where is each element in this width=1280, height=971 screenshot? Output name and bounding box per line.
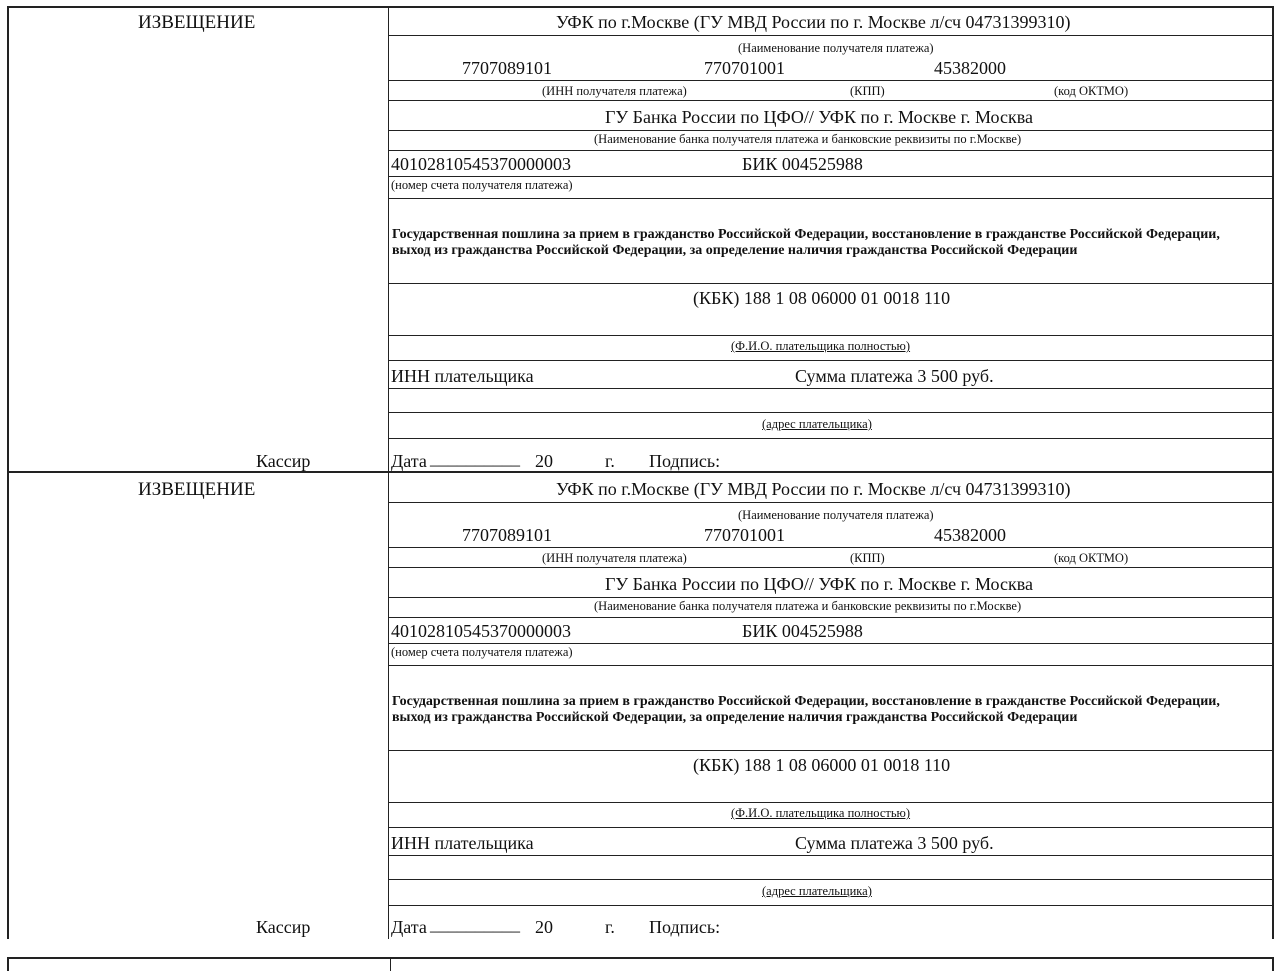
- payment-slip-2: [7, 473, 1274, 939]
- payment-amount: Сумма платежа 3 500 руб.: [795, 833, 994, 853]
- address-caption: (адрес плательщика): [762, 884, 872, 898]
- recipient-name: УФК по г.Москве (ГУ МВД России по г. Москве л/сч 04731399310): [556, 479, 1071, 499]
- cashier-label: Кассир: [256, 451, 311, 471]
- payment-purpose: Государственная пошлина за прием в гражданство Российской Федерации, восстановление в гражданстве Российской Федерации, выход из гражданства Российской Федерации, за определение наличия гражданства Российской Федерации: [392, 694, 1220, 725]
- divider: [389, 35, 1274, 36]
- payment-purpose: Государственная пошлина за прием в гражданство Российской Федерации, восстановление в гражданстве Российской Федерации, выход из гражданства Российской Федерации, за определение наличия гражданства Российской Федерации: [392, 227, 1220, 258]
- address-caption: (адрес плательщика): [762, 417, 872, 431]
- bik: БИК 004525988: [742, 154, 863, 174]
- divider: [389, 750, 1274, 751]
- column-divider: [388, 473, 389, 939]
- divider: [389, 643, 1274, 644]
- divider: [389, 198, 1274, 199]
- oktmo-caption: (код ОКТМО): [1054, 551, 1129, 565]
- bank-name: ГУ Банка России по ЦФО// УФК по г. Москве г. Москва: [605, 574, 1033, 594]
- column-divider: [388, 6, 389, 473]
- divider: [389, 412, 1274, 413]
- bank-caption: (Наименование банка получателя платежа и банковские реквизиты по г.Москве): [594, 599, 1022, 613]
- recipient-kpp: 770701001: [704, 58, 785, 78]
- year-suffix: г.: [605, 451, 615, 471]
- divider: [389, 335, 1274, 336]
- notice-title: ИЗВЕЩЕНИЕ: [138, 479, 256, 500]
- recipient-name-caption: (Наименование получателя платежа): [738, 508, 934, 522]
- signature-label: Подпись:: [649, 917, 721, 937]
- date-label: Дата: [391, 917, 427, 937]
- divider: [389, 100, 1274, 101]
- payer-inn-label: ИНН плательщика: [391, 833, 534, 853]
- date-label: Дата: [391, 451, 427, 471]
- year-label: 20: [535, 917, 553, 937]
- recipient-inn: 7707089101: [462, 525, 552, 545]
- payment-amount: Сумма платежа 3 500 руб.: [795, 366, 994, 386]
- kpp-caption: (КПП): [850, 551, 885, 565]
- divider: [389, 438, 1274, 439]
- divider: [389, 879, 1274, 880]
- divider: [389, 388, 1274, 389]
- account-number: 40102810545370000003: [391, 154, 571, 174]
- divider: [389, 502, 1274, 503]
- notice-title: ИЗВЕЩЕНИЕ: [138, 12, 256, 33]
- signature-label: Подпись:: [649, 451, 721, 471]
- inn-caption: (ИНН получателя платежа): [542, 84, 687, 98]
- account-caption: (номер счета получателя платежа): [391, 178, 573, 192]
- date-blank: __________: [430, 914, 520, 934]
- payment-slip-1: [7, 6, 1274, 473]
- divider: [389, 130, 1274, 131]
- fio-caption: (Ф.И.О. плательщика полностью): [731, 806, 911, 820]
- bank-caption: (Наименование банка получателя платежа и банковские реквизиты по г.Москве): [594, 132, 1022, 146]
- bank-name: ГУ Банка России по ЦФО// УФК по г. Москве г. Москва: [605, 107, 1033, 127]
- recipient-oktmo: 45382000: [934, 58, 1006, 78]
- next-slip-edge: [7, 957, 1274, 971]
- recipient-name: УФК по г.Москве (ГУ МВД России по г. Москве л/сч 04731399310): [556, 12, 1071, 32]
- divider: [389, 855, 1274, 856]
- divider: [389, 360, 1274, 361]
- column-divider: [390, 959, 391, 971]
- kpp-caption: (КПП): [850, 84, 885, 98]
- divider: [389, 665, 1274, 666]
- kbk: (КБК) 188 1 08 06000 01 0018 110: [693, 288, 951, 308]
- bik: БИК 004525988: [742, 621, 863, 641]
- divider: [389, 827, 1274, 828]
- divider: [389, 802, 1274, 803]
- divider: [389, 597, 1274, 598]
- year-label: 20: [535, 451, 553, 471]
- inn-caption: (ИНН получателя платежа): [542, 551, 687, 565]
- divider: [389, 80, 1274, 81]
- divider: [389, 547, 1274, 548]
- fio-caption: (Ф.И.О. плательщика полностью): [731, 339, 911, 353]
- year-suffix: г.: [605, 917, 615, 937]
- divider: [389, 567, 1274, 568]
- account-number: 40102810545370000003: [391, 621, 571, 641]
- divider: [389, 150, 1274, 151]
- date-blank: __________: [430, 448, 520, 468]
- divider: [389, 176, 1274, 177]
- oktmo-caption: (код ОКТМО): [1054, 84, 1129, 98]
- recipient-kpp: 770701001: [704, 525, 785, 545]
- divider: [389, 905, 1274, 906]
- recipient-oktmo: 45382000: [934, 525, 1006, 545]
- account-caption: (номер счета получателя платежа): [391, 645, 573, 659]
- payer-inn-label: ИНН плательщика: [391, 366, 534, 386]
- kbk: (КБК) 188 1 08 06000 01 0018 110: [693, 755, 951, 775]
- recipient-inn: 7707089101: [462, 58, 552, 78]
- recipient-name-caption: (Наименование получателя платежа): [738, 41, 934, 55]
- divider: [389, 617, 1274, 618]
- divider: [389, 283, 1274, 284]
- cashier-label: Кассир: [256, 917, 311, 937]
